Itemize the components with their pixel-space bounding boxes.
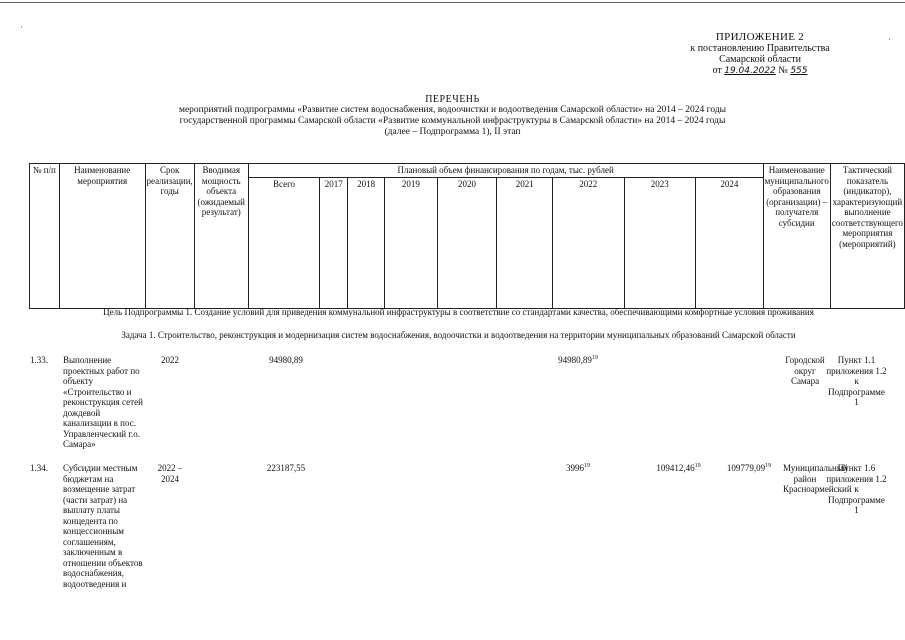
- row-name: Выполнение проектных работ по объекту «Строительство и реконструкция сетей дождевой канализации в пос. Управленческий г.о. Самара»: [63, 355, 143, 449]
- row-indicator: Пункт 1.6 приложения 1.2 к Подпрограмме 1: [826, 463, 887, 515]
- page-top-edge: [0, 2, 905, 3]
- row-2022-value: 3996: [566, 463, 584, 473]
- subprogram-goal: Цель Подпрограммы 1. Создание условий для приведения коммунальной инфраструктуры в соответствие со стандартами качества, обеспечивающими комфортные условия проживания: [103, 307, 814, 317]
- col-num: № п/п: [30, 164, 60, 309]
- decree-number: 555: [790, 66, 808, 76]
- row-total: 223187,55: [266, 463, 306, 473]
- table-header: [29, 163, 905, 309]
- footnote-mark: 19: [591, 355, 598, 361]
- col-year: 2020: [437, 177, 497, 308]
- decree-date: 19.04.2022: [724, 66, 776, 76]
- col-year: 2018: [348, 177, 385, 308]
- heading-line-2: государственной программы Самарской области «Развитие коммунальной инфраструктуры в Самарской области» на 2014 – 2024 годы: [179, 116, 726, 126]
- col-year: 2019: [385, 177, 438, 308]
- col-year: 2024: [696, 177, 764, 308]
- row-total: 94980,89: [269, 355, 303, 365]
- footnote-mark: 19: [694, 463, 701, 469]
- col-term: Срок реализации, годы: [145, 164, 194, 309]
- subprogram-task: Задача 1. Строительство, реконструкция и модернизация систем водоснабжения, водоочистки и водоотведения на территории муниципальных образований Самарской области: [121, 330, 796, 340]
- table-body: [29, 307, 888, 640]
- row-recipient: Муниципальный район Красноармейский: [783, 463, 852, 494]
- list-title: ПЕРЕЧЕНЬ: [425, 94, 480, 105]
- scan-dot: ·: [20, 22, 23, 32]
- row-number: 1.34.: [30, 463, 48, 473]
- row-2024: [715, 463, 783, 474]
- col-result: Вводимая мощность объекта (ожидаемый результат): [194, 164, 248, 309]
- row-term: 2022: [161, 355, 179, 365]
- col-total: Всего: [248, 177, 320, 308]
- footnote-mark: 19: [765, 463, 772, 469]
- row-2023: [643, 463, 714, 474]
- row-recipient: Городской округ Самара: [785, 355, 825, 386]
- col-year: 2022: [553, 177, 625, 308]
- row-term: 2022 – 2024: [157, 463, 183, 484]
- row-2023-value: 109412,46: [656, 463, 695, 473]
- col-recipient: Наименование муниципального образования (организации) – получателя субсидии: [763, 164, 830, 309]
- col-year: 2021: [497, 177, 553, 308]
- col-year: 2023: [624, 177, 696, 308]
- document-heading: [0, 94, 905, 138]
- number-label: №: [778, 65, 788, 76]
- row-2024-value: 109779,09: [726, 463, 766, 473]
- footnote-mark: 19: [584, 463, 590, 469]
- appendix-date-line: [660, 65, 860, 77]
- appendix-title: ПРИЛОЖЕНИЕ 2: [715, 31, 805, 43]
- row-2022: [514, 463, 642, 474]
- heading-line-1: мероприятий подпрограммы «Развитие систем водоснабжения, водоочистки и водоотведения Самарской области» на 2014 – 2024 годы: [178, 105, 727, 115]
- appendix-line-2: Самарской области: [719, 54, 801, 65]
- scan-dot: ·: [888, 34, 891, 44]
- row-2022-value: 94980,89: [558, 355, 592, 365]
- col-name: Наименование мероприятия: [59, 164, 145, 309]
- heading-line-3: (далее – Подпрограмма 1), II этап: [384, 127, 521, 137]
- row-name: Субсидии местным бюджетам на возмещение затрат (части затрат) на выплату платы концедента по концессионным соглашениям, заключенным в отношении объектов водоснабжения, водоотведения и: [63, 463, 143, 589]
- row-number: 1.33.: [30, 355, 48, 365]
- from-label: от: [712, 65, 722, 76]
- row-indicator: Пункт 1.1 приложения 1.2 к Подпрограмме 1: [826, 355, 887, 407]
- col-indicator: Тактический показатель (индикатор), характеризующий выполнение соответствующего мероприятия (мероприятий): [830, 164, 904, 309]
- col-year: 2017: [320, 177, 348, 308]
- col-financing: Плановый объем финансирования по годам, тыс. рублей: [248, 164, 763, 178]
- appendix-block: [660, 32, 860, 77]
- appendix-line-1: к постановлению Правительства: [690, 43, 830, 54]
- row-2022: [514, 355, 642, 366]
